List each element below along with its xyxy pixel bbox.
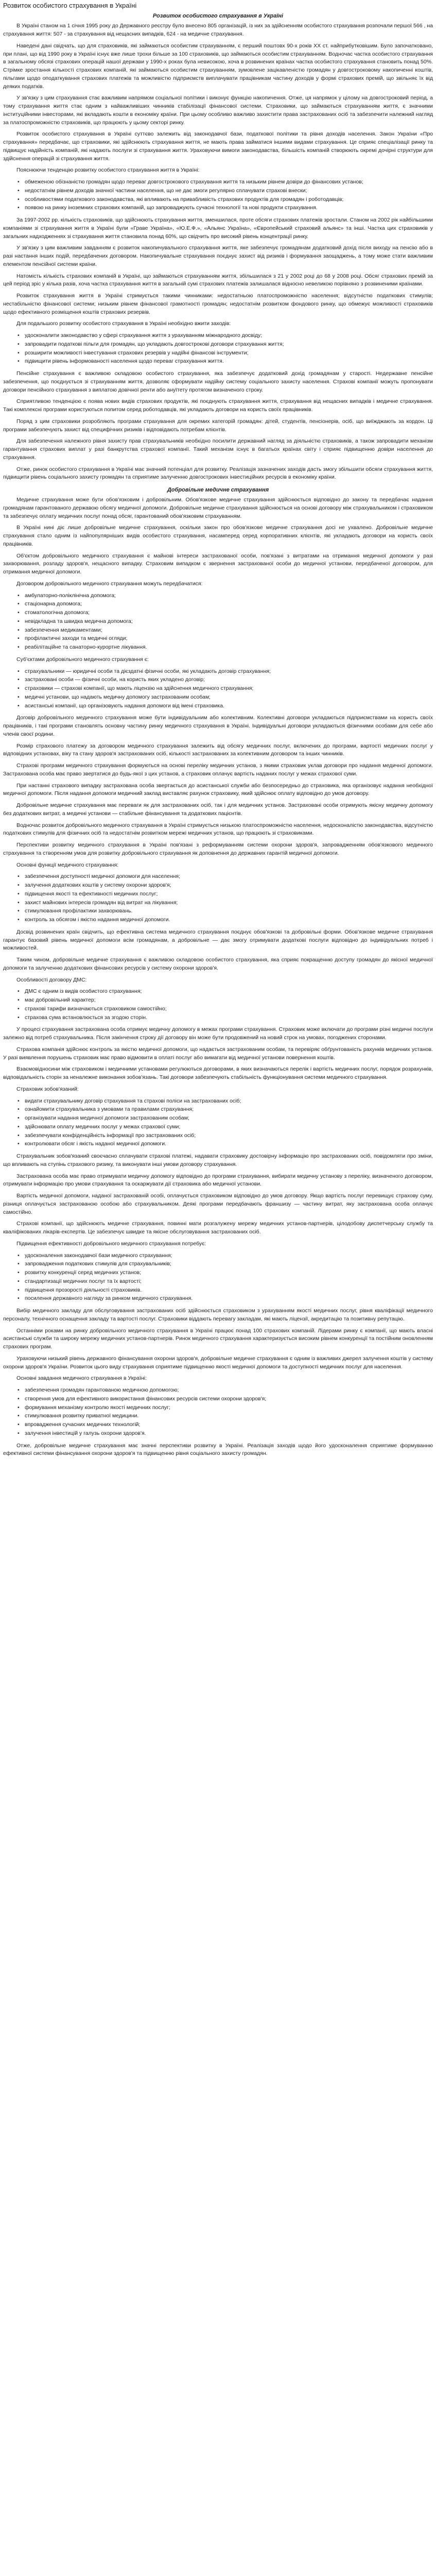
paragraph: Пояснюючи тенденцію розвитку особистого страхування життя в Україні: bbox=[16, 167, 200, 174]
list-item: • забезпечення медикаментами; bbox=[25, 626, 433, 635]
paragraph: Водночас розвиток добровільного медичного страхування в Україні стримується низькою платоспроможністю населення, недосконалістю законодавства, відсутністю податкових стимулів для фізичних осіб та недостатнім розвитком мережі медичних установ, що працюють зі страховиками. bbox=[3, 822, 433, 837]
list-item: • застраховані особи — фізичні особи, на користь яких укладено договір; bbox=[25, 676, 433, 684]
list-item: • обмеженою обізнаністю громадян щодо переваг довгострокового страхування життя та низьким рівнем довіри до фінансових установ; bbox=[25, 178, 433, 187]
list-item: • медичні установи, що надають медичну допомогу застрахованим особам; bbox=[25, 693, 433, 702]
paragraph: Вибір медичного закладу для обслуговування застрахованих осіб здійснюється страховиком з урахуванням якості медичних послуг, рівня кваліфікації медичного персоналу, технічного оснащення закладу та вартості послуг. Страховики віддають перевагу закладам, які мають ліцензії, акредитацію та позитивну репутацію. bbox=[3, 1308, 433, 1322]
list-item: • здійснювати оплату медичних послуг у межах страхової суми; bbox=[25, 1123, 433, 1131]
paragraph: Застрахована особа має право отримувати медичну допомогу відповідно до програми страхування, вибирати медичну установу з переліку, визначеного договором, отримувати інформацію про умови страхування та оскаржувати дії страховика або медичної установи. bbox=[3, 1173, 433, 1188]
paragraph: Основні функції медичного страхування: bbox=[16, 861, 119, 868]
list-item: • впровадження сучасних медичних технологій; bbox=[25, 1421, 433, 1429]
paragraph: У зв'язку з цим важливим завданням є розвиток накопичувального страхування життя, яке забезпечує громадянам додатковий дохід після виходу на пенсію або в разі настання інших подій, передбачених договором. Накопичувальне страхування поєднує захист від ризиків і формування заощаджень, а тому може стати важливим елементом пенсійної системи країни. bbox=[3, 245, 433, 267]
list-item: • стимулювання профілактики захворювань. bbox=[25, 907, 433, 916]
list-item: • захист майнових інтересів громадян від витрат на лікування; bbox=[25, 899, 433, 907]
paragraph: Для забезпечення належного рівня захисту прав страхувальників необхідно посилити державний нагляд за діяльністю страховиків, а також запровадити механізм гарантування страхових виплат у разі банкрутства страхової компанії. Такий механізм існує в багатьох країнах світу і сприяє підвищенню довіри населення до страхування. bbox=[3, 438, 433, 461]
paragraph: Суб'єктами добровільного медичного страхування є: bbox=[16, 656, 149, 663]
list-item: • амбулаторно-поліклінічна допомога; bbox=[25, 592, 433, 600]
paragraph: Ураховуючи низький рівень державного фінансування охорони здоров'я, добровільне медичне страхування є одним із важливих джерел залучення коштів у систему охорони здоров'я України. Розвиток цього виду страхування сприятиме підвищенню якості медичної допомоги та доступності медичних послуг для населення. bbox=[3, 1355, 433, 1370]
list-item: • ДМС є одним із видів особистого страхування; bbox=[25, 988, 433, 996]
list-item: • стимулювання розвитку приватної медицини. bbox=[25, 1412, 433, 1420]
bullet-list bbox=[3, 668, 433, 710]
paragraph: За 1997-2002 рр. кількість страховиків, що здійснюють страхування життя, зменшилася, проте обсяги страхових платежів зростали. Станом на 2002 рік найбільшими компаніями зі страхування життя в Україні були «Граве Україна», «Ю.Е.Ф.», «Альянс Україна», «Європейський страховий альянс» та інші. Частка цих страховиків у загальних надходженнях зі страхування життя становила понад 60%, що свідчить про високий рівень концентрації ринку. bbox=[3, 217, 433, 240]
list-item: • має добровільний характер; bbox=[25, 996, 433, 1005]
paragraph: У зв'язку з цим страхування стає важливим напрямом соціальної політики і виконує функцію накопичення. Отже, ця напрямок у цілому на довгостроковий період, а тому страхування життя стає одним з найважливіших чинників стабілізації фінансової системи. Страховики, що займаються страхуванням життя, є значними інституційними інвесторами, які вкладають кошти в економіку країни. При цьому особливо важливо захистити права застрахованих осіб та забезпечити належний нагляд за платоспроможністю страховиків, що працюють у цьому секторі ринку. bbox=[3, 95, 433, 126]
paragraph: Таким чином, добровільне медичне страхування є важливою складовою особистого страхування, яка сприяє покращенню доступу громадян до якісної медичної допомоги та залученню додаткових фінансових ресурсів у систему охорони здоров'я. bbox=[3, 957, 433, 971]
bullet-list bbox=[3, 1252, 433, 1303]
paragraph: Взаємовідносини між страховиком і медичними установами регулюються договорами, в яких визначаються перелік і вартість медичних послуг, порядок розрахунків, відповідальність сторін за неналежне виконання зобов'язань. Такі договори забезпечують стабільність функціонування системи медичного страхування. bbox=[3, 1066, 433, 1080]
paragraph: Натомість кількість страхових компаній в Україні, що займаються страхуванням життя, збільшилася з 21 у 2002 році до 68 у 2008 році. Обсяг страхових премій за цей період зріс у кілька разів, хоча частка страхування життя в загальній сумі страхових платежів залишалася відносно невеликою порівняно з розвиненими країнами. bbox=[3, 273, 433, 287]
list-item: • забезпечення доступності медичної допомоги для населення; bbox=[25, 873, 433, 881]
article-body bbox=[3, 22, 433, 1458]
list-item: • страховики — страхові компанії, що мають ліцензію на здійснення медичного страхування; bbox=[25, 685, 433, 693]
list-item: • розвитку конкуренції серед медичних установ; bbox=[25, 1269, 433, 1277]
list-item: • стоматологічна допомога; bbox=[25, 609, 433, 617]
list-item: • підвищення прозорості діяльності страховиків. bbox=[25, 1286, 433, 1295]
list-item: • появою на ринку іноземних страхових компаній, що запроваджують сучасні технології та нові продукти страхування. bbox=[25, 204, 433, 212]
list-item: • підвищити рівень інформованості населення щодо переваг страхування життя. bbox=[25, 358, 433, 366]
paragraph: Медичне страхування може бути обов'язковим і добровільним. Обов'язкове медичне страхування здійснюється відповідно до закону та передбачає надання громадянам гарантованого державою обсягу медичної допомоги. Добровільне медичне страхування здійснюється на основі договору між страхувальником і страховиком та забезпечує оплату медичних послуг понад обсяг, гарантований обов'язковим страхуванням. bbox=[3, 497, 433, 519]
list-item: • стандартизації медичних послуг та їх вартості; bbox=[25, 1278, 433, 1286]
list-item: • видати страхувальнику договір страхування та страхові поліси на застрахованих осіб; bbox=[25, 1097, 433, 1106]
paragraph: В Україні станом на 1 січня 1995 року до Державного реєстру було внесено 805 організацій, із них за здійсненням особистого страхування розпочали першої 566 , на страхування життя: 507 - за страхування від нещасних випадків, 624 - на медичне страхування. bbox=[3, 23, 433, 37]
page-title: Розвиток особистого страхування в Україні bbox=[3, 2, 137, 9]
bullet-list bbox=[3, 988, 433, 1022]
article-heading: Розвиток особистого страхування в Україні bbox=[152, 13, 284, 20]
bullet-list bbox=[3, 178, 433, 212]
list-item: • залучення інвестицій у галузь охорони здоров'я. bbox=[25, 1430, 433, 1438]
paragraph: Страховик зобов'язаний: bbox=[16, 1086, 79, 1092]
list-item: • запровадження податкових стимулів для страхувальників; bbox=[25, 1260, 433, 1268]
paragraph: Об'єктом добровільного медичного страхування є майнові інтереси застрахованої особи, пов'язані з витратами на отримання медичної допомоги у разі захворювання, розладу здоров'я, нещасного випадку. Страховим випадком є звернення застрахованої особи до медичної установи, передбаченої договором, для отримання медичної допомоги. bbox=[3, 552, 433, 575]
list-item: • розширити можливості інвестування страхових резервів у надійні фінансові інструменти; bbox=[25, 349, 433, 358]
bullet-list bbox=[3, 592, 433, 652]
list-item: • невідкладна та швидка медична допомога; bbox=[25, 618, 433, 626]
paragraph: Для подальшого розвитку особистого страхування в Україні необхідно вжити заходів: bbox=[16, 320, 231, 327]
paragraph: Пенсійне страхування є важливою складовою особистого страхування, яка забезпечує додатковий дохід громадянам у старості. Недержавне пенсійне забезпечення, що поєднується зі страхуванням життя, дозволяє сформувати надійну систему соціального захисту населення. Страхові компанії можуть пропонувати договори пенсійного страхування з виплатою довічної ренти або ануїтету протягом визначеного строку. bbox=[3, 370, 433, 393]
paragraph: Досвід розвинених країн свідчить, що ефективна система медичного страхування поєднує обов'язкові та добровільні форми. Обов'язкове медичне страхування гарантує базовий рівень медичної допомоги всім громадянам, а добровільне — дає змогу отримувати додаткові послуги відповідно до індивідуальних потреб і можливостей. bbox=[3, 928, 433, 952]
list-item: • посилення державного нагляду за ринком медичного страхування. bbox=[25, 1295, 433, 1303]
paragraph: Особливості договору ДМС: bbox=[16, 976, 87, 983]
list-item: • забезпечувати конфіденційність інформації про застрахованих осіб; bbox=[25, 1132, 433, 1140]
list-item: • удосконалити законодавство у сфері страхування життя з урахуванням міжнародного досвіду; bbox=[25, 332, 433, 340]
paragraph: Страхові компанії, що здійснюють медичне страхування, повинні мати розгалужену мережу медичних установ-партнерів, цілодобову диспетчерську службу та кваліфікованих лікарів-експертів. Це забезпечує швидке та якісне обслуговування застрахованих осіб. bbox=[3, 1221, 433, 1235]
paragraph: Останніми роками на ринку добровільного медичного страхування в Україні працює понад 100 страхових компаній. Лідерами ринку є компанії, що мають власні асистанські служби та широку мережу медичних установ-партнерів. Ринок медичного страхування характеризується високим рівнем конкуренції та постійним оновленням страхових програм. bbox=[3, 1327, 433, 1350]
paragraph: Розмір страхового платежу за договором медичного страхування залежить від обсягу медичних послуг, включених до програми, вартості медичних послуг у відповідних установах, віку та стану здоров'я застрахованих осіб, кількості застрахованих за колективним договором та інших чинників. bbox=[3, 742, 433, 757]
paragraph: Страхова компанія здійснює контроль за якістю медичної допомоги, що надається застрахованим особам, та перевіряє обґрунтованість рахунків медичних установ. У разі виявлення порушень страховик має право відмовити в оплаті послуг або вимагати від медичної установи повернення коштів. bbox=[3, 1046, 433, 1061]
bullet-list bbox=[3, 332, 433, 366]
paragraph: При настанні страхового випадку застрахована особа звертається до асистанської служби або безпосередньо до страховика, яка організовує надання необхідної медичної допомоги. Після надання допомоги медичний заклад виставляє рахунок страховику, який здійснює оплату відповідно до умов договору. bbox=[3, 782, 433, 797]
section-heading: Добровільне медичне страхування bbox=[167, 487, 269, 493]
list-item: • асистанські компанії, що організовують надання допомоги від імені страховика. bbox=[25, 702, 433, 710]
list-item: • стаціонарна допомога; bbox=[25, 600, 433, 608]
paragraph: Договором добровільного медичного страхування можуть передбачатися: bbox=[16, 580, 203, 587]
paragraph: Отже, добровільне медичне страхування має значні перспективи розвитку в Україні. Реалізація заходів щодо його удосконалення сприятиме формуванню ефективної системи фінансування охорони здоров'я та підвищенню рівня соціального захисту громадян. bbox=[3, 1442, 433, 1457]
paragraph: Наведені дані свідчать, що для страховиків, які займаються особистим страхуванням, є перший поштовх 90-х років XX ст. найприбутковішим. Було започатковано, при плані, що від 1990 року в Україні існує вже лише трохи більше за 100 страховиків, що займаються особистим страхуванням. Водночас частка особистого страхування в загальному обсязі страхових операцій нашої держави у 1990-х роках була невисокою, хоча в розвинених країнах частка особистого страхування становить понад 50%. Стрімке зростання кількості страхових компаній, які займаються особистим страхуванням, зумовлене зацікавленістю громадян у довгостроковому накопиченні коштів, пільгами щодо оподаткування страхових платежів та можливістю підприємств виплачувати працівникам частину доходів у формі страхових премій, що звільняє їх від деяких податків. bbox=[3, 42, 433, 90]
list-item: • страхувальники — юридичні особи та дієздатні фізичні особи, які укладають договір страхування; bbox=[25, 668, 433, 676]
paragraph: Підвищення ефективності добровільного медичного страхування потребує: bbox=[16, 1240, 206, 1247]
bullet-list bbox=[3, 1386, 433, 1438]
list-item: • особливостями податкового законодавства, які впливають на привабливість страхових продуктів для громадян і роботодавців; bbox=[25, 196, 433, 204]
list-item: • страхова сума встановлюється за згодою сторін. bbox=[25, 1014, 433, 1022]
paragraph: Перспективи розвитку медичного страхування в Україні пов'язані з реформуванням системи охорони здоров'я, запровадженням обов'язкового медичного страхування та створенням умов для розвитку добровільного страхування як доповнення до державних гарантій медичної допомоги. bbox=[3, 842, 433, 856]
paragraph: Отже, ринок особистого страхування в Україні має значний потенціал для розвитку. Реалізація зазначених заходів дасть змогу збільшити обсяги страхування життя, підвищити рівень соціального захисту громадян та сприятиме залученню довгострокових інвестиційних ресурсів в економіку країни. bbox=[3, 466, 433, 481]
paragraph: Сприятливою тенденцією є поява нових видів страхових продуктів, які поєднують страхування життя, страхування від нещасних випадків і медичне страхування. Такі комплексні програми користуються попитом серед роботодавців, які укладають договори на користь своїх працівників. bbox=[3, 398, 433, 413]
list-item: • страхові тарифи визначаються страховиком самостійно; bbox=[25, 1005, 433, 1013]
paragraph: Страхові програми медичного страхування формуються на основі переліку медичних установ, з якими страховик уклав договори про надання медичної допомоги. Застрахована особа має право звертатися до будь-якої з цих установ, а страховик оплачує вартість наданих послуг у межах страхової суми. bbox=[3, 762, 433, 777]
paragraph: Розвиток страхування життя в Україні стримується такими чинниками: недостатньою платоспроможністю населення; відсутністю податкових стимулів; нестабільністю фінансової системи; низьким рівнем фінансової грамотності громадян; недостатнім розвитком фондового ринку, що обмежує можливості страховиків щодо ефективного розміщення коштів страхових резервів. bbox=[3, 293, 433, 315]
paragraph: Договір добровільного медичного страхування може бути індивідуальним або колективним. Колективні договори укладаються підприємствами на користь своїх працівників, і такі програми становлять основну частину ринку медичного страхування в Україні. Індивідуальні договори укладаються фізичними особами для себе або членів своєї родини. bbox=[3, 715, 433, 737]
list-item: • організувати надання медичної допомоги застрахованим особам; bbox=[25, 1114, 433, 1123]
paragraph: Добровільне медичне страхування має переваги як для застрахованих осіб, так і для медичних установ. Застраховані особи отримують якісну медичну допомогу без додаткових витрат, а медичні установи — стабільне фінансування та додаткових пацієнтів. bbox=[3, 802, 433, 817]
paragraph: Розвиток особистого страхування в Україні суттєво залежить від законодавчої бази, податкової політики та рівня доходів населення. Закон України «Про страхування» передбачає, що страховики, які здійснюють страхування життя, не мають права займатися іншими видами страхування. Це сприяє спеціалізації ринку та підвищує надійність компаній, які надають послуги зі страхування життя. Ураховуючи вимоги законодавства, більшість компаній створюють окремі дочірні структури для здійснення операцій зі страхування життя. bbox=[3, 131, 433, 162]
list-item: • залучення додаткових коштів у систему охорони здоров'я; bbox=[25, 882, 433, 890]
list-item: • ознайомити страхувальника з умовами та правилами страхування; bbox=[25, 1106, 433, 1114]
list-item: • профілактичні заходи та медичні огляди; bbox=[25, 635, 433, 643]
paragraph: У процесі страхування застрахована особа отримує медичну допомогу в межах програми страхування. Страховик може включати до програми різні медичні послуги залежно від потреб страхувальника. Після закінчення строку дії договору він може бути продовжений на новий строк на умовах, погоджених сторонами. bbox=[3, 1026, 433, 1041]
list-item: • забезпечення громадян гарантованою медичною допомогою; bbox=[25, 1386, 433, 1395]
list-item: • контролювати обсяг і якість наданої медичної допомоги. bbox=[25, 1140, 433, 1148]
paragraph: В Україні нині діє лише добровільне медичне страхування, оскільки закон про обов'язкове медичне страхування досі не ухвалено. Добровільне медичне страхування стало одним із найпопулярніших видів особистого страхування, насамперед серед корпоративних клієнтів, які укладають договори на користь своїх працівників. bbox=[3, 524, 433, 547]
list-item: • запровадити податкові пільги для громадян, що укладають довгострокові договори страхування життя; bbox=[25, 341, 433, 349]
article-page bbox=[0, 2, 436, 1466]
bullet-list bbox=[3, 1097, 433, 1149]
paragraph: Поряд з цим страховики розробляють програми страхування для окремих категорій громадян: дітей, студентів, пенсіонерів, осіб, що виїжджають за кордон. Ці програми забезпечують захист від специфічних ризиків і відповідають потребам клієнтів. bbox=[3, 418, 433, 433]
bullet-list bbox=[3, 873, 433, 924]
list-item: • формування механізму контролю якості медичних послуг; bbox=[25, 1404, 433, 1412]
paragraph: Вартість медичної допомоги, наданої застрахованій особі, оплачується страховиком відповідно до умов договору. Якщо вартість послуг перевищує страхову суму, різниця оплачується застрахованою особою або страхувальником. Деякі програми передбачають франшизу — частину витрат, яку застрахована особа оплачує самостійно. bbox=[3, 1193, 433, 1215]
paragraph: Основні завдання медичного страхування в Україні: bbox=[16, 1375, 147, 1382]
list-item: • недостатнім рівнем доходів значної частини населення, що не дає змоги регулярно сплачувати страхові внески; bbox=[25, 187, 433, 195]
list-item: • створення умов для ефективного використання фінансових ресурсів системи охорони здоров'я; bbox=[25, 1395, 433, 1403]
list-item: • контроль за обсягом і якістю надання медичної допомоги. bbox=[25, 916, 433, 924]
list-item: • підвищення якості та ефективності медичних послуг; bbox=[25, 890, 433, 899]
list-item: • реабілітаційне та санаторно-курортне лікування. bbox=[25, 643, 433, 652]
paragraph: Страхувальник зобов'язаний своєчасно сплачувати страхові платежі, надавати страховику достовірну інформацію про застрахованих осіб, повідомляти про зміни, що впливають на ступінь страхового ризику, та виконувати інші умови договору страхування. bbox=[3, 1153, 433, 1167]
list-item: • удосконалення законодавчої бази медичного страхування; bbox=[25, 1252, 433, 1260]
